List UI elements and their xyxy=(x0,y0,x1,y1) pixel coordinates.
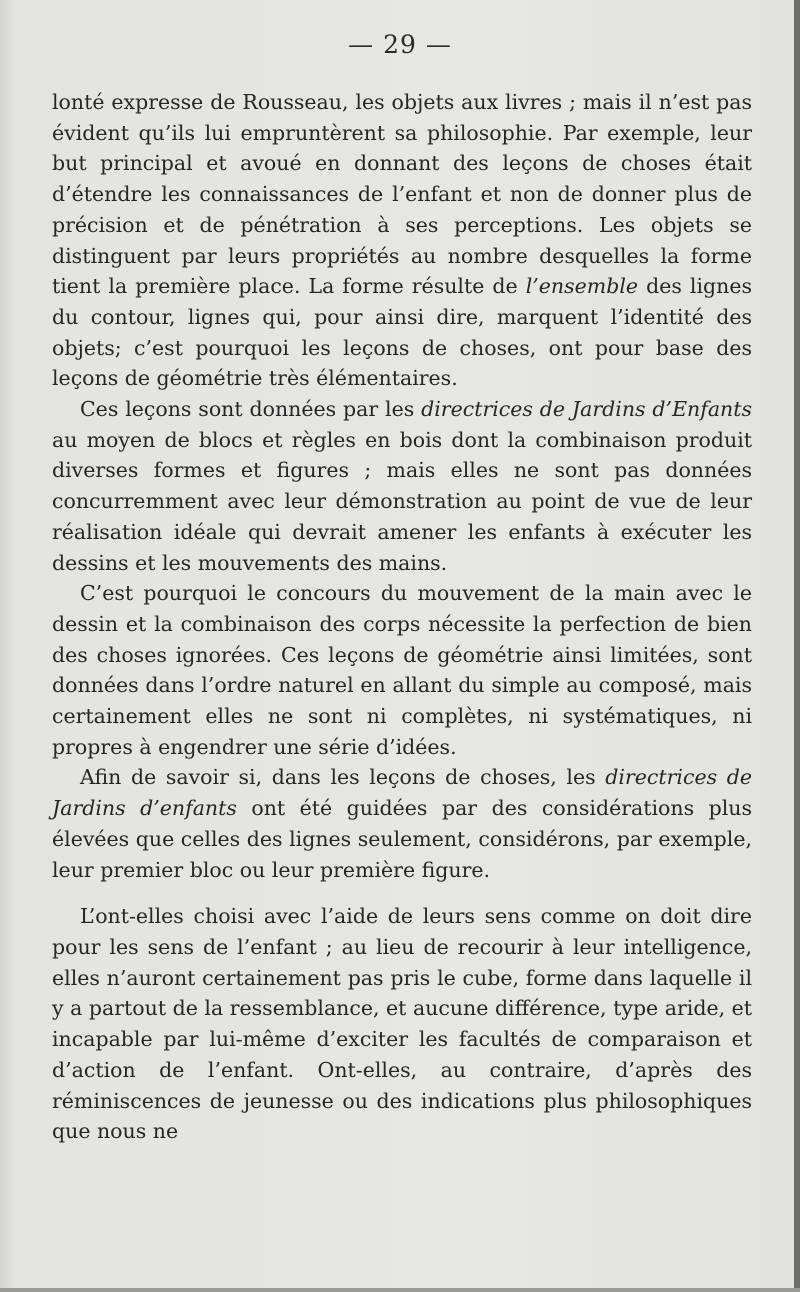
paragraph-4-text-b: ont été guidées par des considérations plus élevées que celles des lignes seulement, considérons, par exemple, leur premier bloc ou leur première figure. xyxy=(52,796,753,882)
paragraph-2 xyxy=(52,394,752,578)
paragraph-3 xyxy=(52,578,752,762)
paragraph-4 xyxy=(52,762,752,885)
paragraph-4-italic: directrices de Jardins d’enfants xyxy=(52,765,752,821)
page-body xyxy=(52,87,752,1147)
page-bottom-edge xyxy=(0,1288,800,1292)
paragraph-5-text: L’ont-elles choisi avec l’aide de leurs sens comme on doit dire pour les sens de l’enfant ; au lieu de recourir à leur intelligence, elles n’auront certainement pas pris le cube, forme dans laquelle il y a partout de la ressemblance, et aucune différence, type aride, et incapable par lui-même d’exciter les facultés de comparaison et d’action de l’enfant. Ont-elles, au contraire, d’après des réminiscences de jeunesse ou des indications plus philosophiques que nous ne xyxy=(52,904,752,1144)
paragraph-2-text-a: Ces leçons sont données par les xyxy=(80,397,422,422)
page-number: — 29 — xyxy=(348,30,452,59)
paragraph-1 xyxy=(52,87,752,394)
paragraph-2-text-b: au moyen de blocs et règles en bois dont la combinaison produit diverses formes et figures ; mais elles ne sont pas données concurremment avec leur démonstration au point de vue de leur réalisation idéale qui devrait amener les enfants à exécuter les dessins et les mouvements des mains. xyxy=(52,427,752,575)
paragraph-2-italic: directrices de Jardins d’Enfants xyxy=(421,397,753,422)
page-edge-shadow xyxy=(794,0,800,1292)
paragraph-1-text-a: lonté expresse de Rousseau, les objets aux livres ; mais il n’est pas évident qu’ils lui empruntèrent sa philosophie. Par exemple, leur but principal et avoué en donnant des leçons de choses était d’étendre les connaissances de l’enfant et non de donner plus de précision et de pénétration à ses perceptions. Les objets se distinguent par leurs propriétés au nombre desquelles la forme tient la première place. La forme résulte de xyxy=(52,90,752,299)
paragraph-1-text-b: des lignes du contour, lignes qui, pour ainsi dire, marquent l’identité des objets; c’est pourquoi les leçons de choses, ont pour base des leçons de géométrie très élémentaires. xyxy=(52,274,752,391)
paragraph-1-italic: l’ensemble xyxy=(525,274,639,299)
paragraph-3-text: C’est pourquoi le concours du mouvement de la main avec le dessin et la combinaison des corps nécessite la perfection de bien des choses ignorées. Ces leçons de géométrie ainsi limitées, sont données dans l’ordre naturel en allant du simple au composé, mais certainement elles ne sont ni complètes, ni systématiques, ni propres à engendrer une série d’idées. xyxy=(52,581,752,759)
paragraph-5 xyxy=(52,901,752,1147)
paragraph-4-text-a: Afin de savoir si, dans les leçons de choses, les xyxy=(80,765,606,790)
